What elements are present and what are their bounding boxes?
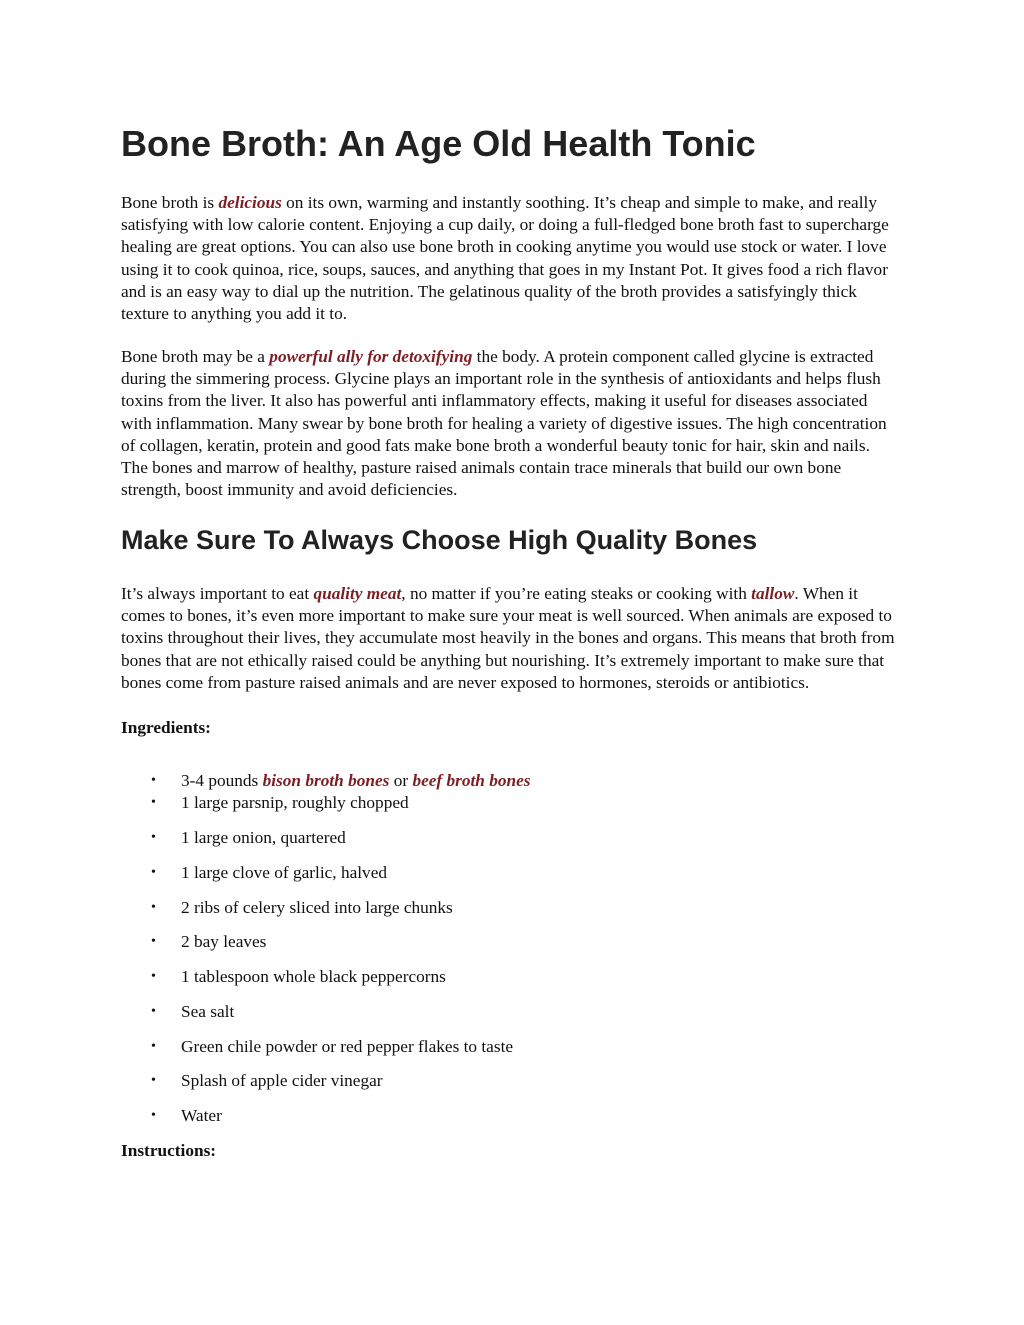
bison-broth-bones-link[interactable]: bison broth bones [262, 771, 390, 790]
intro-text-end: on its own, warming and instantly soothing. It’s cheap and simple to make, and really satisfying with low calorie content. Enjoying a cup daily, or doing a full-fledged bone broth fast to supercharge healing are great options. You can also use bone broth in cooking anytime you would use stock or water. I love using it to cook quinoa, rice, soups, sauces, and anything that goes in my Instant Pot. It gives food a rich flavor and is an easy way to dial up the nutrition. The gelatinous quality of the broth provides a satisfyingly thick texture to anything you add it to. [121, 193, 889, 324]
ingredient-text: 1 large onion, quartered [181, 828, 346, 847]
bullet-icon: • [151, 1108, 156, 1123]
quality-text-end: . When it comes to bones, it’s even more important to make sure your meat is well sourced. When animals are exposed to toxins throughout their lives, they accumulate most heavily in the bones and organs. This means that broth from bones that are not ethically raised could be anything but nourishing. It’s extremely important to make sure that bones come from pasture raised animals and are never exposed to hormones, steroids or antibiotics. [121, 584, 895, 692]
bullet-icon: • [151, 830, 156, 845]
bullet-icon: • [151, 773, 156, 788]
ingredients-label: Ingredients: [121, 718, 211, 737]
intro-text-start: Bone broth is [121, 193, 219, 212]
page-title: Bone Broth: An Age Old Health Tonic [121, 123, 756, 164]
bullet-icon: • [151, 900, 156, 915]
tallow-link[interactable]: tallow [751, 584, 795, 603]
ingredient-text-middle: or [389, 771, 413, 790]
bullet-icon: • [151, 1004, 156, 1019]
ingredient-text: Water [181, 1106, 222, 1125]
ingredient-text: Sea salt [181, 1002, 235, 1021]
instructions-label: Instructions: [121, 1141, 217, 1160]
delicious-link[interactable]: delicious [218, 193, 282, 212]
bullet-icon: • [151, 934, 156, 949]
ingredient-text: 1 tablespoon whole black peppercorns [181, 967, 446, 986]
detox-text-end: the body. A protein component called glycine is extracted during the simmering process. Glycine plays an important role in the synthesis of antioxidants and helps flush toxins from the liver. It also has powerful anti inflammatory effects, making it useful for diseases associated with inflammation. Many swear by bone broth for healing a variety of digestive issues. The high concentration of collagen, keratin, protein and good fats make bone broth a wonderful beauty tonic for hair, skin and nails. The bones and marrow of healthy, pasture raised animals contain trace minerals that build our own bone strength, boost immunity and avoid deficiencies. [121, 347, 887, 500]
ingredient-text: 1 large parsnip, roughly chopped [181, 793, 409, 812]
bullet-icon: • [151, 969, 156, 984]
bullet-icon: • [151, 865, 156, 880]
section-heading: Make Sure To Always Choose High Quality Bones [121, 525, 758, 555]
quality-text-middle: , no matter if you’re eating steaks or cooking with [401, 584, 752, 603]
quality-paragraph [121, 583, 896, 694]
ingredient-text: Splash of apple cider vinegar [181, 1071, 383, 1090]
ingredient-text [181, 770, 531, 792]
ingredient-text: 1 large clove of garlic, halved [181, 863, 388, 882]
detox-paragraph [121, 346, 896, 501]
bullet-icon: • [151, 1073, 156, 1088]
quality-meat-link[interactable]: quality meat [313, 584, 402, 603]
ingredient-text: 2 ribs of celery sliced into large chunks [181, 898, 453, 917]
bullet-icon: • [151, 1039, 156, 1054]
detoxifying-link[interactable]: powerful ally for detoxifying [269, 347, 473, 366]
detox-text-start: Bone broth may be a [121, 347, 270, 366]
ingredient-text: Green chile powder or red pepper flakes to taste [181, 1037, 514, 1056]
beef-broth-bones-link[interactable]: beef broth bones [412, 771, 531, 790]
quality-text-start: It’s always important to eat [121, 584, 314, 603]
ingredient-text: 2 bay leaves [181, 932, 267, 951]
bullet-icon: • [151, 795, 156, 810]
ingredient-text-start: 3-4 pounds [181, 771, 263, 790]
intro-paragraph [121, 192, 896, 325]
